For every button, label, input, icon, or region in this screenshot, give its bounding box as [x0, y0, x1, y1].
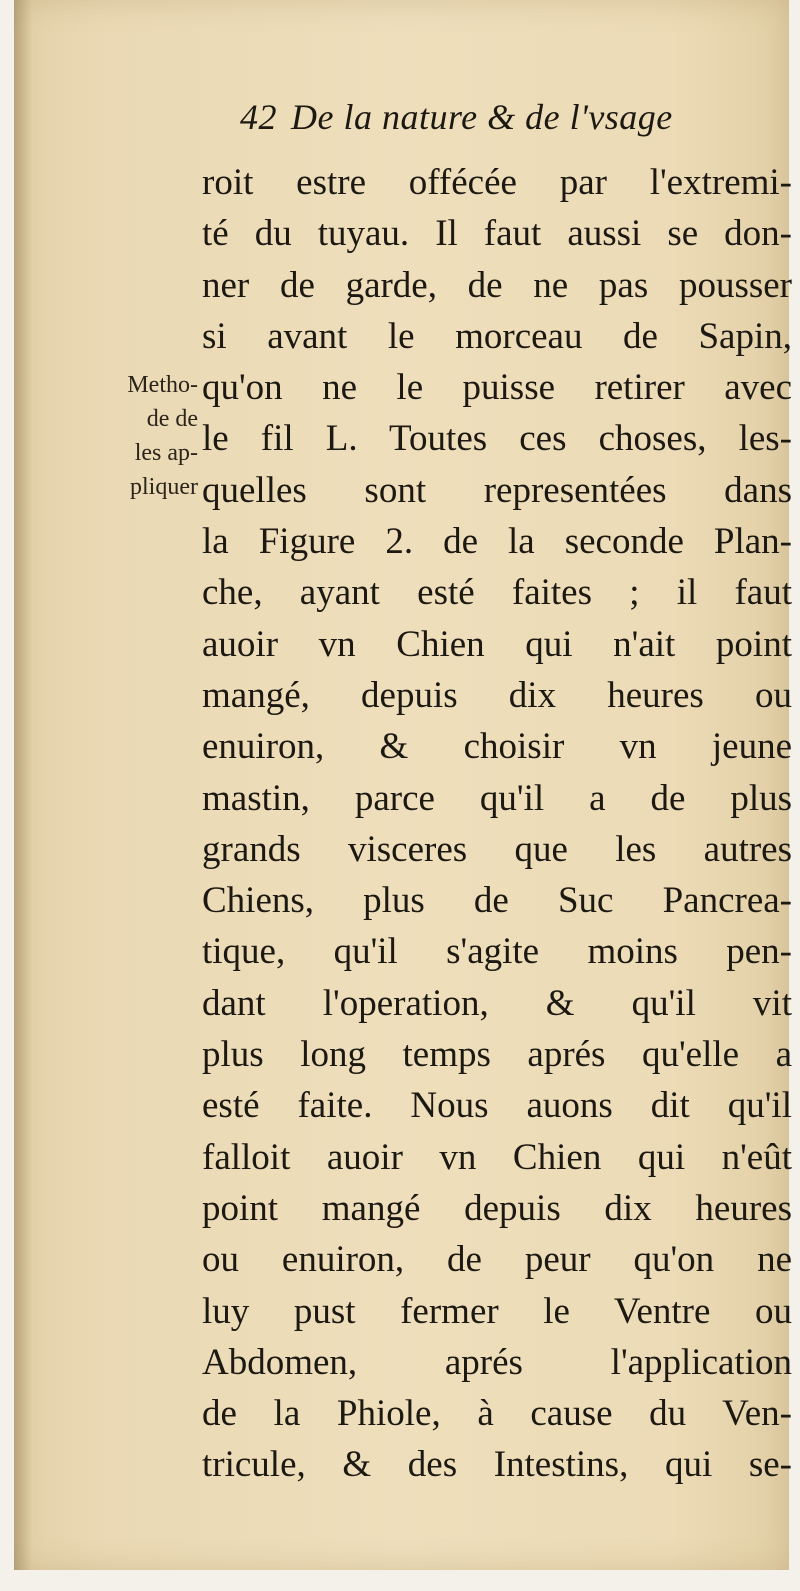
text-line: roit estre offécée par l'extremi- — [202, 162, 792, 203]
text-line: point mangé depuis dix heures — [202, 1187, 792, 1229]
text-line: qu'on ne le puisse retirer avec — [202, 367, 792, 409]
margin-note-line: de de — [146, 406, 198, 432]
text-line: Abdomen, aprés l'application — [202, 1341, 792, 1383]
text-line: falloit auoir vn Chien qui n'eût — [202, 1136, 792, 1178]
running-title: De la nature & de l'vsage — [291, 97, 673, 137]
page-number: 42 — [240, 97, 277, 137]
book-page — [14, 0, 792, 1570]
running-head — [240, 96, 673, 138]
body-text — [202, 157, 792, 1491]
margin-note — [74, 368, 198, 504]
text-line: té du tuyau. Il faut aussi se don- — [202, 213, 792, 255]
text-line: enuiron, & choisir vn jeune — [202, 726, 792, 768]
margin-note-line: les ap- — [134, 440, 198, 466]
text-line: le fil L. Toutes ces choses, les- — [202, 418, 792, 460]
text-line: quelles sont representées dans — [202, 469, 792, 511]
text-line: ner de garde, de ne pas pousser — [202, 264, 792, 306]
text-line: dant l'operation, & qu'il vit — [202, 982, 792, 1024]
text-line: mangé, depuis dix heures ou — [202, 674, 792, 716]
text-line: esté faite. Nous auons dit qu'il — [202, 1085, 792, 1127]
text-line: si avant le morceau de Sapin, — [202, 315, 792, 357]
text-line: auoir vn Chien qui n'ait point — [202, 623, 792, 665]
text-line: ou enuiron, de peur qu'on ne — [202, 1239, 792, 1281]
text-line: Chiens, plus de Suc Pancrea- — [202, 880, 792, 922]
text-line: tique, qu'il s'agite moins pen- — [202, 931, 792, 973]
text-line: luy pust fermer le Ventre ou — [202, 1290, 792, 1332]
text-line: tricule, & des Intestins, qui se- — [202, 1444, 792, 1486]
text-line: mastin, parce qu'il a de plus — [202, 777, 792, 819]
gutter-shadow — [14, 0, 32, 1570]
margin-note-line: pliquer — [130, 474, 198, 500]
text-line: plus long temps aprés qu'elle a — [202, 1034, 792, 1076]
text-line: de la Phiole, à cause du Ven- — [202, 1393, 792, 1435]
margin-note-line: Metho- — [127, 372, 198, 398]
text-line: grands visceres que les autres — [202, 828, 792, 870]
text-line: che, ayant esté faites ; il faut — [202, 572, 792, 614]
text-line: la Figure 2. de la seconde Plan- — [202, 521, 792, 563]
